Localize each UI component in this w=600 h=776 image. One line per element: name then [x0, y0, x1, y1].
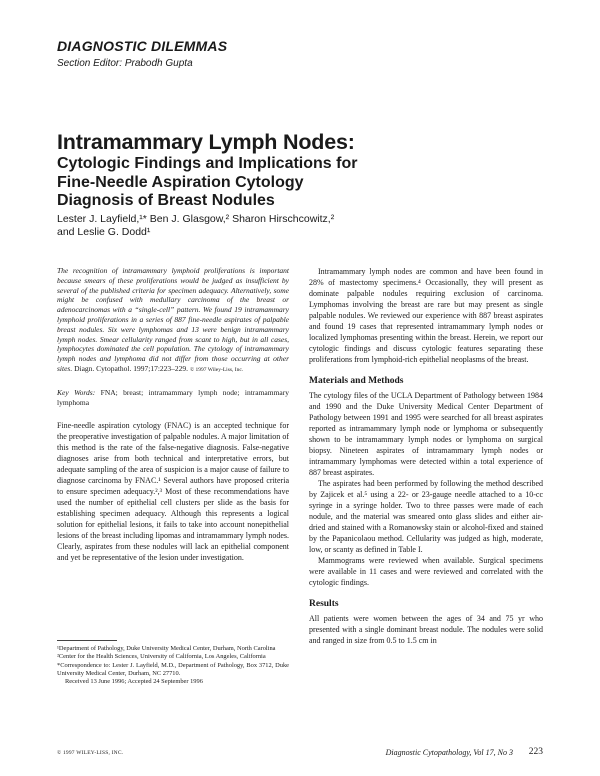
results-heading: Results [309, 599, 339, 609]
footnote-divider [57, 640, 117, 641]
left-column [57, 266, 289, 563]
methods-section [309, 390, 543, 588]
article-title: Intramammary Lymph Nodes: [57, 130, 355, 154]
footnote-received: Received 13 June 1996; Accepted 24 September 1996 [65, 678, 203, 686]
methods-paragraph-1: The cytology files of the UCLA Department of Pathology between 1984 and 1990 and the Duke University Medical Center Department of Pathology between 1991 and 1995 were searched for all breast aspirates reported as intramammary lymph node or lymphoma or subsequently shown to be intramammary lymph nodes or lymphoma on surgical biopsy. Nineteen aspirates of intramammary lymph nodes or intramammary lymphomas were detected within a total experience of 887 breast aspirates. [309, 391, 543, 477]
article-authors: Lester J. Layfield,¹* Ben J. Glasgow,² Sharon Hirschcowitz,² and Leslie G. Dodd¹ [57, 212, 335, 238]
article-subtitle: Cytologic Findings and Implications for Fine-Needle Aspiration Cytology Diagnosis of Breast Nodules [57, 155, 358, 209]
right-column-body [309, 266, 543, 365]
section-editor: Section Editor: Prabodh Gupta [57, 58, 193, 69]
intro-right-text: Intramammary lymph nodes are common and have been found in 28% of mastectomy specimens.⁴ Occasionally, they will present as dominate palpable nodules requiring exclusion of carcinoma. Lymphomas involving the breast are rare but may present as single palpable nodules. We reviewed our experience with 887 breast aspirates and found 19 cases that represented intramammary lymph nodes or localized lymphomas presenting within the breast. Herein, we report our cytologic findings and discuss cytologic features separating these proliferations from lymphoid-rich epithelial neoplasms of the breast. [309, 267, 543, 364]
section-header [57, 38, 547, 70]
footnotes [57, 645, 289, 686]
right-column [309, 266, 543, 646]
methods-paragraph-2: The aspirates had been performed by following the method described by Zajicek et al.⁵ using a 22- or 23-gauge needle attached to a 10-cc syringe in a syringe holder. Two to three passes were made of each nodule, and the material was smeared onto glass slides and either air-dried and stained with a Romanowsky stain or alcohol-fixed and stained by the Papanicolaou method. Cellularity was judged as high, moderate, low, or scanty as defined in Table I. [309, 479, 543, 554]
abstract-text: The recognition of intramammary lymphoid proliferations is important because smears of these proliferations would be judged as insufficient by several of the published criteria for specimen adequacy. Alternatively, some might be confused with medullary carcinoma of the breast or adenocarcinomas with a “single-cell” pattern. We found 19 intramammary lymphoid proliferations in a series of 887 fine-needle aspirates of palpable breast nodules. Six were lymphomas and 13 were benign intramammary lymph nodes. Smear cellularity ranged from scant to high, but in all cases, lymphocytes dominated the cell population. The cytology of intramammary lymph nodes and lymphoma did not differ from those occurring at other sites. [57, 266, 289, 373]
footnote-affiliation-1: ¹Department of Pathology, Duke University Medical Center, Durham, North Carolina [57, 645, 276, 652]
title-block [57, 130, 557, 239]
page-footer [57, 747, 543, 759]
methods-paragraph-3: Mammograms were reviewed when available. Surgical specimens were available in 11 cases and were reviewed and correlated with the cytologic findings. [309, 556, 543, 587]
keywords [57, 388, 289, 408]
intro-paragraph [57, 420, 289, 563]
abstract-citation: Diagn. Cytopathol. 1997;17:223–229. [74, 363, 189, 373]
methods-heading: Materials and Methods [309, 376, 404, 386]
abstract-copyright: © 1997 Wiley-Liss, Inc. [189, 366, 244, 373]
intro-text: Fine-needle aspiration cytology (FNAC) is an accepted technique for the preoperative investigation of palpable nodules. A major limitation of this method is the rate of the false-negative diagnosis. False-negative diagnoses arise from both technical and interpretative errors, but adequate sampling of the area of suspicion is a major cause of failure to diagnose carcinoma by FNAC.¹ Several authors have proposed criteria to ensure specimen adequacy.²,³ Most of these recommendations have used the number of epithelial cell clusters per slide as the basis for establishing specimen adequacy. Although this represents a logical solution for epithelial lesions, it fails to take into account nonepithelial lesions of the breast including lipomas and intramammary lymph nodes. Clearly, aspirates from these nodules will lack an epithelial component and yet be representative of the lesion under investigation. [57, 421, 289, 563]
section-title: DIAGNOSTIC DILEMMAS [57, 38, 228, 54]
footnote-affiliation-2: ²Center for the Health Sciences, University of California, Los Angeles, California [57, 653, 266, 661]
abstract [57, 266, 289, 376]
keywords-text: FNA; breast; intramammary lymph node; intramammary lymphoma [57, 387, 290, 407]
footer-journal: Diagnostic Cytopathology, Vol 17, No 3 [385, 748, 513, 757]
keywords-label: Key Words: [57, 387, 96, 397]
page-number: 223 [528, 747, 543, 757]
results-section [309, 613, 543, 646]
results-paragraph-1: All patients were women between the ages of 34 and 75 yr who presented with a single dominant breast nodule. The nodules were solid and ranged in size from 0.5 to 1.5 cm in [309, 614, 543, 645]
footnote-correspondence: *Correspondence to: Lester J. Layfield, M.D., Department of Pathology, Box 3712, Duke University Medical Center, Durham, NC 27710. [57, 661, 289, 677]
footer-copyright: © 1997 WILEY-LISS, INC. [57, 750, 124, 756]
